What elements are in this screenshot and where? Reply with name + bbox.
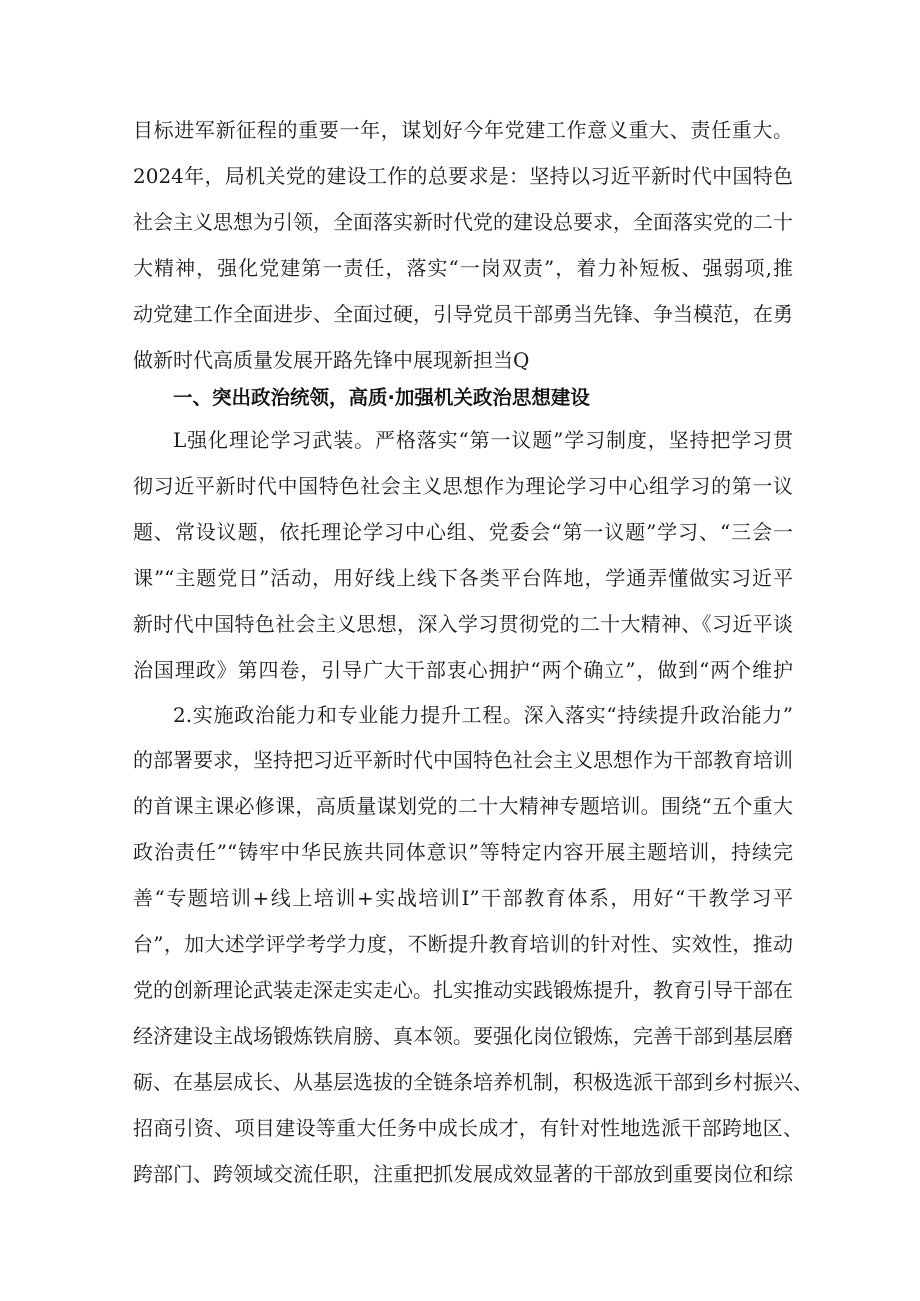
paragraph-3-line-7: 党的创新理论武装走深走实走心。扎实推动实践锻炼提升，教育引导干部在 [133,978,793,1002]
paragraph-2-line-2: 彻习近平新时代中国特色社会主义思想作为理论学习中心组学习的第一议 [133,474,793,498]
paragraph-1-line-3: 社会主义思想为引领，全面落实新时代党的建设总要求，全面落实党的二十 [133,210,793,234]
paragraph-2-line-4: 课”“主题党日”活动，用好线上线下各类平台阵地，学通弄懂做实习近平 [133,566,793,590]
paragraph-3-line-4: 政治责任”“铸牢中华民族共同体意识”等特定内容开展主题培训，持续完 [133,840,793,864]
paragraph-1-line-2: 2024年，局机关党的建设工作的总要求是：坚持以习近平新时代中国特色 [133,164,793,188]
paragraph-3-line-5: 善“专题培训+线上培训+实战培训I”干部教育体系，用好“干教学习平 [133,886,793,910]
paragraph-1-line-5: 动党建工作全面进步、全面过硬，引导党员干部勇当先锋、争当模范，在勇 [133,302,793,326]
paragraph-3-line-8: 经济建设主战场锻炼铁肩膀、真本领。要强化岗位锻炼，完善干部到基层磨 [133,1024,793,1048]
paragraph-3-line-1: 2.实施政治能力和专业能力提升工程。深入落实“持续提升政治能力” [173,703,793,727]
paragraph-3-line-10: 招商引资、项目建设等重大任务中成长成才，有针对性地选派干部跨地区、 [133,1116,803,1140]
paragraph-3-line-3: 的首课主课必修课，高质量谋划党的二十大精神专题培训。围绕“五个重大 [133,794,793,818]
paragraph-2-line-6: 治国理政》第四卷，引导广大干部衷心拥护“两个确立”，做到“两个维护 [133,658,793,682]
paragraph-1-line-4: 大精神，强化党建第一责任，落实“一岗双责”，着力补短板、强弱项,推 [133,256,793,280]
paragraph-1-line-1: 目标进军新征程的重要一年，谋划好今年党建工作意义重大、责任重大。 [133,118,793,142]
paragraph-3-line-2: 的部署要求，坚持把习近平新时代中国特色社会主义思想作为干部教育培训 [133,748,793,772]
paragraph-2-line-5: 新时代中国特色社会主义思想，深入学习贯彻党的二十大精神、《习近平谈 [133,612,793,636]
paragraph-3-line-11: 跨部门、跨领域交流任职，注重把抓发展成效显著的干部放到重要岗位和综 [133,1162,793,1186]
paragraph-3-line-6: 台”，加大述学评学考学力度，不断提升教育培训的针对性、实效性，推动 [133,932,793,956]
paragraph-1-line-6: 做新时代高质量发展开路先锋中展现新担当Q [133,348,530,372]
section-heading: 一、突出政治统领，高质·加强机关政治思想建设 [173,386,590,409]
paragraph-2-line-3: 题、常设议题，依托理论学习中心组、党委会“第一议题”学习、“三会一 [133,520,793,544]
paragraph-3-line-9: 砺、在基层成长、从基层选拔的全链条培养机制，积极选派干部到乡村振兴、 [133,1070,813,1094]
paragraph-2-line-1: L强化理论学习武装。严格落实“第一议题”学习制度，坚持把学习贯 [173,428,793,452]
